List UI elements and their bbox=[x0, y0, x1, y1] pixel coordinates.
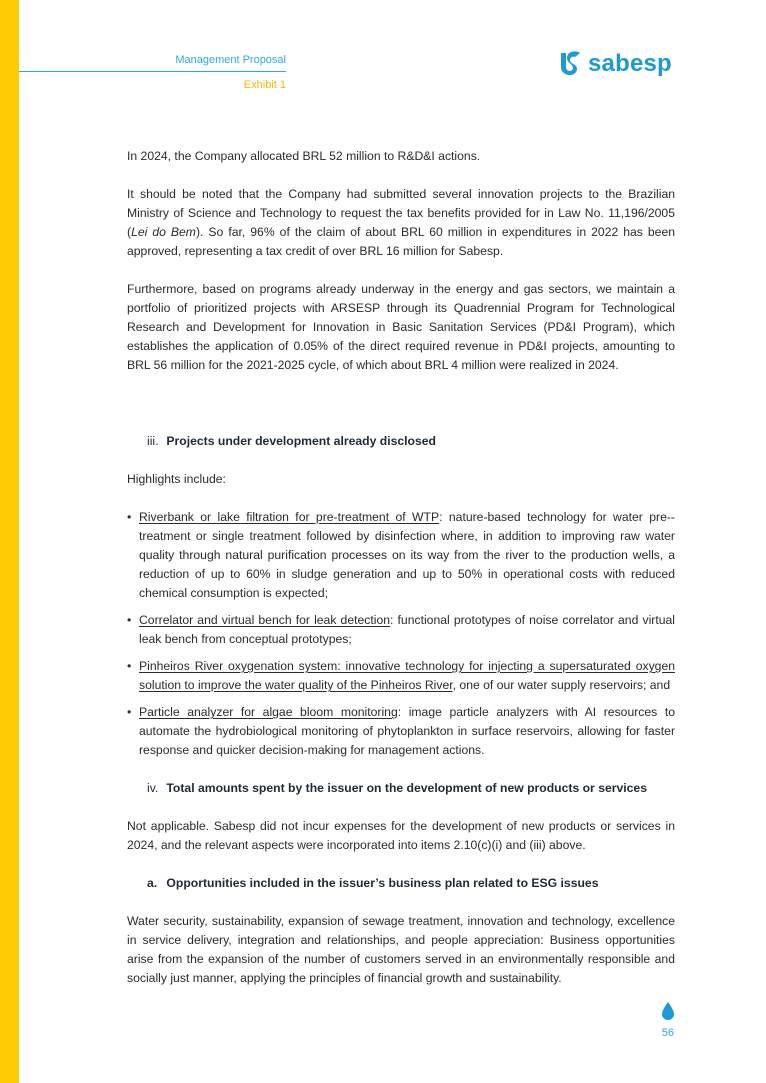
project-link[interactable]: Riverbank or lake filtration for pre-treatment of WTP bbox=[139, 510, 440, 524]
project-link[interactable]: Particle analyzer for algae bloom monitoring bbox=[139, 705, 398, 719]
page-content bbox=[127, 147, 675, 988]
water-drop-icon bbox=[662, 1002, 674, 1020]
list-item: • Riverbank or lake filtration for pre-treatment of WTP: nature-based technology for water pre--treatment or single treatment followed by disinfection where, in addition to improving raw water quality through natural purification processes on its way from the river to the production wells, a reduction of up to 60% in sludge generation and up to 50% in operational costs with reduced chemical consumption is expected; bbox=[127, 510, 675, 600]
sabesp-logo bbox=[558, 50, 672, 78]
list-item: • Particle analyzer for algae bloom monitoring: image particle analyzers with AI resources to automate the hydrobiological monitoring of phytoplankton in surface reservoirs, allowing for faster response and quicker decision-making for management actions. bbox=[127, 705, 675, 757]
left-accent-bar bbox=[0, 0, 19, 1083]
project-link[interactable]: Correlator and virtual bench for leak detection bbox=[139, 613, 391, 627]
header-title: Management Proposal bbox=[175, 54, 286, 66]
list-item: • Correlator and virtual bench for leak detection: functional prototypes of noise correlator and virtual leak bench from conceptual prototypes; bbox=[127, 613, 675, 646]
paragraph-not-applicable: Not applicable. Sabesp did not incur expenses for the development of new products or services in 2024, and the relevant aspects were incorporated into items 2.10(c)(i) and (iii) above. bbox=[127, 819, 675, 852]
paragraph-esg-opportunities: Water security, sustainability, expansion of sewage treatment, innovation and technology, excellence in service delivery, integration and relationships, and people appreciation: Business opportunities arise from the expansion of the number of customers served in an environmentally responsible and socially just manner, applying the principles of financial growth and sustainability. bbox=[127, 914, 675, 985]
section-heading-iv: iv. Total amounts spent by the issuer on the development of new products or services bbox=[147, 781, 647, 795]
paragraph-rdi-allocation: In 2024, the Company allocated BRL 52 million to R&D&I actions. bbox=[127, 149, 481, 163]
highlights-intro: Highlights include: bbox=[127, 472, 226, 486]
header-divider bbox=[19, 71, 286, 72]
law-name: Lei do Bem bbox=[131, 225, 196, 239]
list-item: • Pinheiros River oxygenation system: innovative technology for injecting a supersaturated oxygen solution to improve the water quality of the Pinheiros River, one of our water supply reservoirs; and bbox=[127, 659, 675, 692]
logo-text: sabesp bbox=[588, 50, 672, 77]
page-number: 56 bbox=[661, 1027, 674, 1039]
project-link[interactable]: Pinheiros River oxygenation system: innovative technology for injecting a supersaturated oxygen solution to improve the water quality of the Pinheiros River bbox=[139, 659, 675, 692]
section-heading-iii: iii. Projects under development already disclosed bbox=[147, 434, 436, 448]
paragraph-tax-benefits: It should be noted that the Company had submitted several innovation projects to the Brazilian Ministry of Science and Technology to request the tax benefits provided for in Law No. 11,196/2005 (Lei do Bem). So far, 96% of the claim of about BRL 60 million in expenditures in 2022 has been approved, representing a tax credit of over BRL 16 million for Sabesp. bbox=[127, 187, 676, 258]
highlights-list bbox=[127, 508, 675, 760]
sabesp-logo-icon bbox=[558, 51, 584, 77]
paragraph-arsesp-portfolio: Furthermore, based on programs already underway in the energy and gas sectors, we maintain a portfolio of prioritized projects with ARSESP through its Quadrennial Program for Technological Research and Development for Innovation in Basic Sanitation Services (PD&I Program), which establishes the application of 0.05% of the direct required revenue in PD&I projects, amounting to BRL 56 million for the 2021-2025 cycle, of which about BRL 4 million were realized in 2024. bbox=[127, 282, 675, 372]
section-heading-a: a. Opportunities included in the issuer’s business plan related to ESG issues bbox=[147, 876, 599, 890]
header-subtitle: Exhibit 1 bbox=[243, 79, 286, 91]
